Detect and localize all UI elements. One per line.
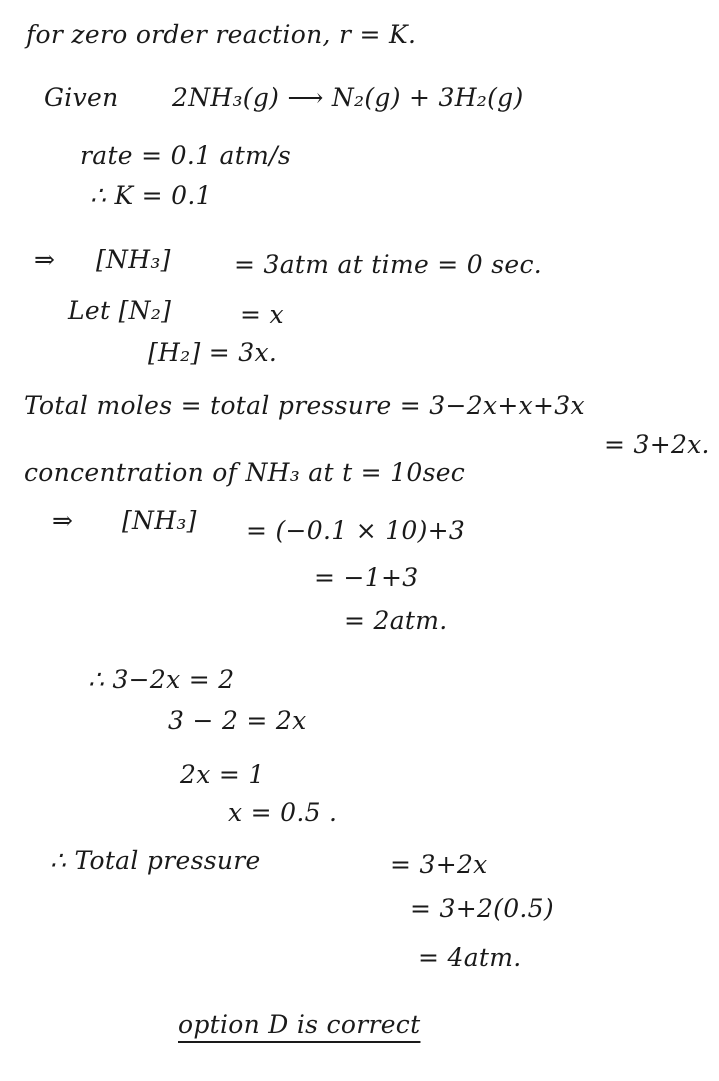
line-total-pressure-substitution: = 3+2(0.5) [410, 894, 554, 923]
line-total-moles-result: = 3+2x. [604, 430, 710, 459]
line-nh3-final-expression: = (−0.1 × 10)+3 [246, 516, 466, 545]
line-total-pressure-label: ∴ Total pressure [50, 846, 261, 875]
line-solve-1: ∴ 3−2x = 2 [88, 665, 235, 694]
line-nh3-initial-value: = 3atm at time = 0 sec. [234, 250, 543, 279]
line-solve-3: 2x = 1 [180, 760, 265, 789]
line-total-pressure-formula: = 3+2x [390, 850, 488, 879]
line-let-n2: Let [N₂] [68, 296, 172, 325]
line-concentration-heading: concentration of NH₃ at t = 10sec [24, 458, 466, 487]
line-solve-2: 3 − 2 = 2x [168, 706, 307, 735]
line-arrow-1: ⇒ [34, 245, 56, 274]
line-solve-x: x = 0.5 . [228, 798, 338, 827]
line-rate-value: rate = 0.1 atm/s [80, 141, 291, 170]
line-conclusion: option D is correct [178, 1010, 421, 1039]
line-k-value: ∴ K = 0.1 [90, 181, 212, 210]
line-nh3-final-label: [NH₃] [122, 506, 197, 535]
line-given-label: Given [44, 83, 119, 112]
line-total-moles: Total moles = total pressure = 3−2x+x+3x [24, 391, 585, 420]
line-n2-value: = x [240, 300, 284, 329]
line-zero-order-rate: for zero order reaction, r = K. [26, 20, 417, 49]
line-nh3-initial-label: [NH₃] [96, 245, 171, 274]
line-nh3-result: = 2atm. [344, 606, 448, 635]
line-h2-value: [H₂] = 3x. [148, 338, 278, 367]
line-reaction-equation: 2NH₃(g) ⟶ N₂(g) + 3H₂(g) [172, 83, 524, 112]
line-total-pressure-result: = 4atm. [418, 943, 522, 972]
line-arrow-2: ⇒ [52, 506, 74, 535]
line-nh3-step: = −1+3 [314, 563, 419, 592]
